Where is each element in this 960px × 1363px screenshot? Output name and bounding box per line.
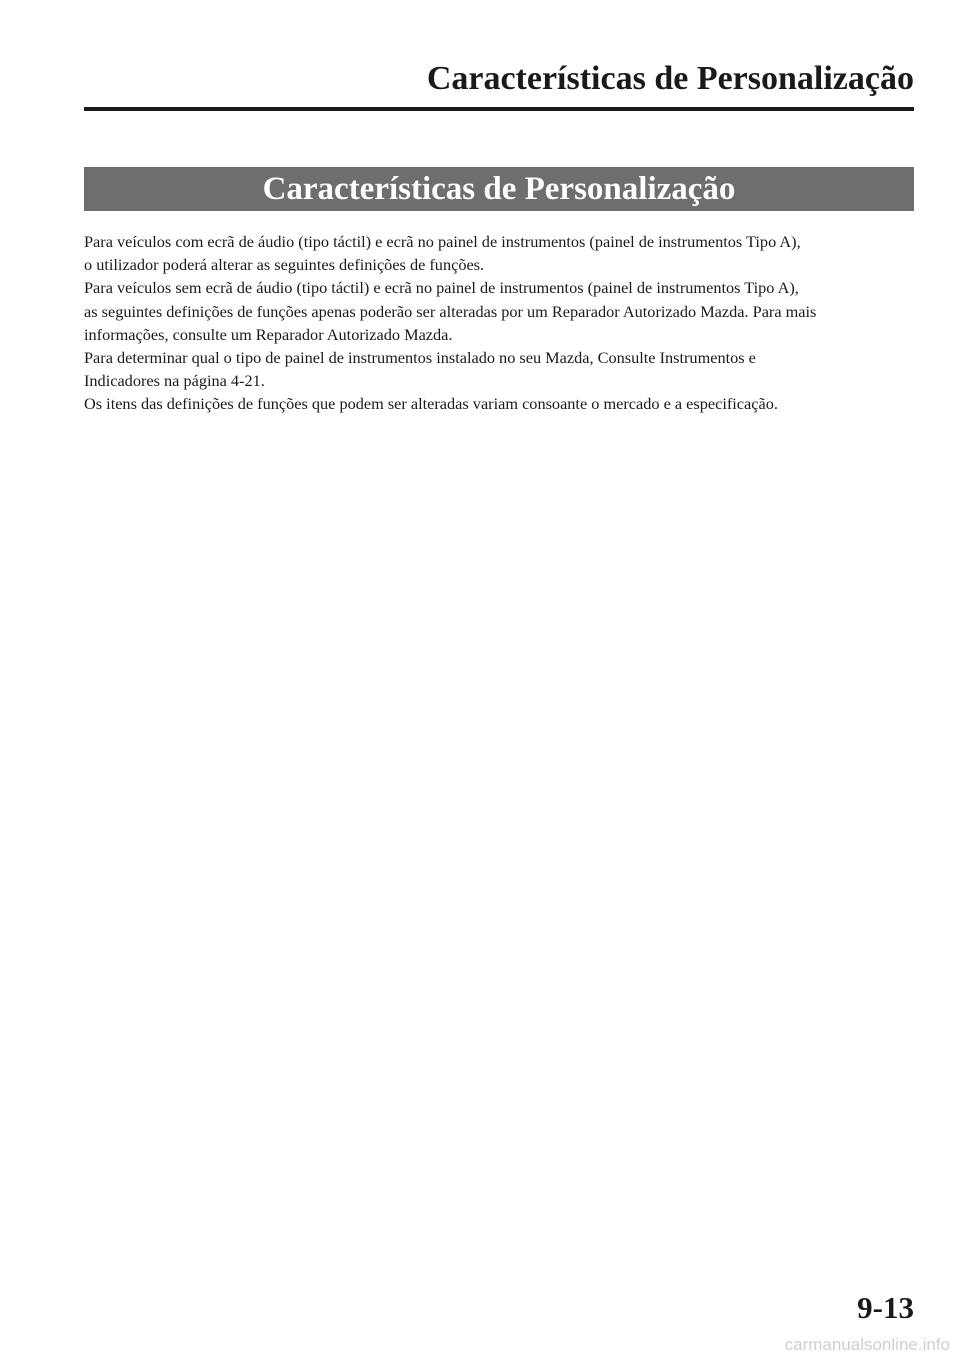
body-line: informações, consulte um Reparador Autorizado Mazda.: [84, 324, 453, 344]
body-line: Indicadores na página 4-21.: [84, 371, 265, 391]
body-line: o utilizador poderá alterar as seguintes definições de funções.: [84, 255, 485, 275]
body-line: Para determinar qual o tipo de painel de instrumentos instalado no seu Mazda, Consulte Instrumentos e: [84, 348, 756, 368]
running-header-title: Características de Personalização: [426, 60, 914, 97]
section-title-banner: Características de Personalização: [84, 167, 914, 211]
body-line: Para veículos com ecrã de áudio (tipo táctil) e ecrã no painel de instrumentos (painel de instrumentos Tipo A),: [84, 232, 801, 251]
body-line: as seguintes definições de funções apenas poderão ser alteradas por um Reparador Autorizado Mazda. Para mais: [84, 301, 817, 321]
header-rule: [84, 107, 914, 111]
watermark-text: carmanualsonline.info: [784, 1335, 950, 1354]
page-number: 9-13: [857, 1290, 914, 1325]
body-text: [84, 230, 914, 416]
body-line: Os itens das definições de funções que podem ser alteradas variam consoante o mercado e a especificação.: [84, 394, 778, 414]
body-line: Para veículos sem ecrã de áudio (tipo táctil) e ecrã no painel de instrumentos (painel de instrumentos Tipo A),: [84, 278, 799, 298]
